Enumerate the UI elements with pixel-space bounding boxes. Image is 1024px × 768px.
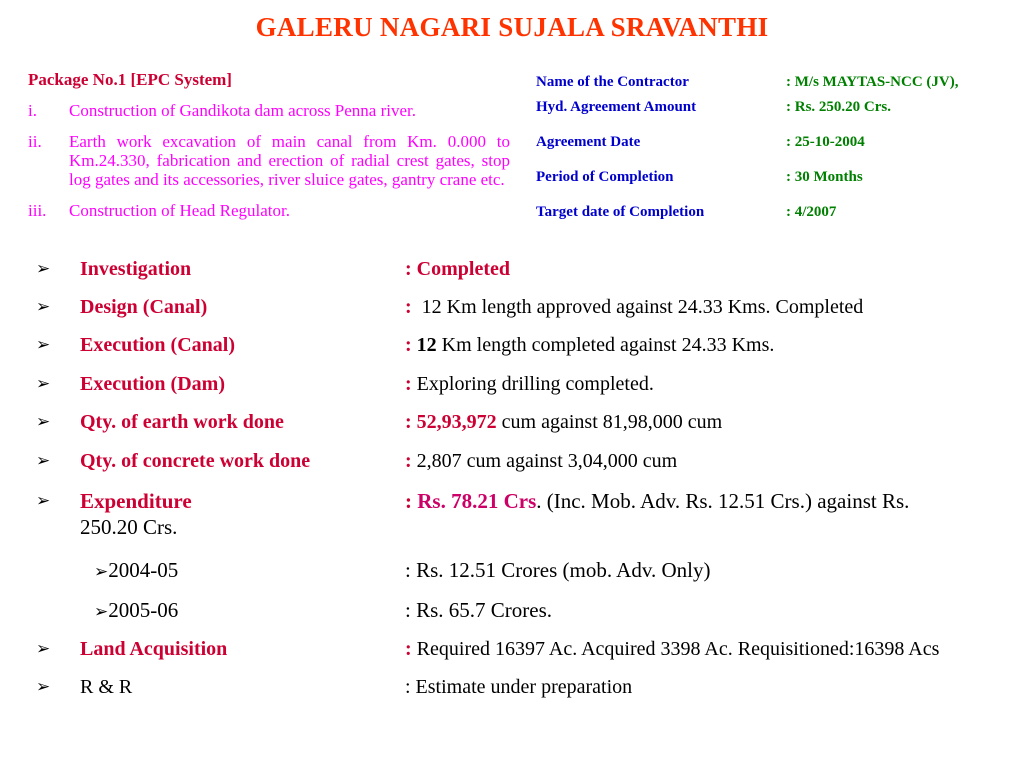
- scope-text: Earth work excavation of main canal from Km. 0.000 to Km.24.330, fabrication and erection of radial crest gates, stop log gates and its accessories, river sluice gates, gantry crane etc.: [69, 132, 510, 189]
- status-label: Execution (Dam): [80, 373, 225, 395]
- status-text: 2,807 cum against 3,04,000 cum: [416, 450, 678, 472]
- status-colon: :: [405, 638, 412, 660]
- status-value: [405, 410, 722, 434]
- scope-number: i.: [28, 101, 37, 120]
- status-label: R & R: [80, 676, 133, 698]
- scope-item: [28, 132, 510, 189]
- status-text-continued: 250.20 Crs.: [80, 515, 178, 539]
- page-title: GALERU NAGARI SUJALA SRAVANTHI: [255, 12, 769, 42]
- scope-text: Construction of Head Regulator.: [69, 201, 290, 220]
- sub-item-year: 2004-05: [108, 558, 179, 582]
- status-label: Investigation: [80, 258, 192, 280]
- arrow-bullet-icon: ➢: [36, 374, 51, 394]
- contract-label: Name of the Contractor: [536, 74, 689, 90]
- contract-label: Target date of Completion: [536, 204, 705, 220]
- contract-label: Agreement Date: [536, 134, 641, 150]
- status-text: 12 Km length approved against 24.33 Kms. Completed: [421, 296, 864, 318]
- status-text: . (Inc. Mob. Adv. Rs. 12.51 Crs.) against Rs.: [536, 489, 910, 513]
- contract-value: : Rs. 250.20 Crs.: [786, 99, 891, 115]
- status-colon: :: [405, 411, 412, 433]
- scope-text: Construction of Gandikota dam across Penna river.: [69, 101, 417, 120]
- arrow-bullet-icon: ➢: [36, 297, 51, 317]
- status-text: Exploring drilling completed.: [416, 373, 654, 395]
- contract-label: Hyd. Agreement Amount: [536, 99, 697, 115]
- contract-row: [536, 169, 863, 186]
- arrow-bullet-icon: ➢: [36, 412, 51, 432]
- status-value: : Estimate under preparation: [405, 676, 633, 698]
- sub-item-label: [94, 598, 178, 624]
- contract-value: : 25-10-2004: [786, 134, 865, 150]
- status-highlight: Rs. 78.21 Crs: [417, 489, 537, 513]
- status-value: [405, 489, 909, 513]
- status-value: [405, 333, 774, 357]
- scope-item: [28, 201, 510, 220]
- status-value: [405, 637, 939, 661]
- status-value: [405, 295, 863, 319]
- scope-number: ii.: [28, 132, 42, 151]
- contract-value: : M/s MAYTAS-NCC (JV),: [786, 74, 959, 90]
- arrow-bullet-icon: ➢: [36, 677, 51, 697]
- arrow-bullet-icon: ➢: [36, 335, 51, 355]
- status-colon: :: [405, 373, 412, 395]
- status-colon: :: [405, 450, 412, 472]
- status-text: Completed: [416, 258, 510, 280]
- scope-number: iii.: [28, 201, 47, 220]
- status-colon: :: [405, 334, 412, 356]
- arrow-bullet-icon: ➢: [36, 491, 51, 511]
- arrow-bullet-icon: ➢: [36, 451, 51, 471]
- status-label: Execution (Canal): [80, 334, 235, 356]
- status-label: Qty. of concrete work done: [80, 450, 311, 472]
- status-value: [405, 372, 654, 396]
- status-text: cum against 81,98,000 cum: [501, 411, 723, 433]
- status-value: : Rs. 65.7 Crores.: [405, 598, 552, 622]
- contract-row: [536, 74, 959, 91]
- status-highlight: 12: [416, 334, 437, 356]
- sub-item-label: [94, 558, 178, 584]
- status-text: Km length completed against 24.33 Kms.: [441, 334, 775, 356]
- status-highlight: 52,93,972: [416, 411, 497, 433]
- arrow-bullet-icon: ➢: [94, 602, 109, 622]
- contract-value: : 30 Months: [786, 169, 863, 185]
- contract-row: [536, 134, 865, 151]
- status-label: Qty. of earth work done: [80, 411, 284, 433]
- arrow-bullet-icon: ➢: [36, 639, 51, 659]
- status-label: Design (Canal): [80, 296, 208, 318]
- scope-list: [28, 101, 510, 232]
- status-text: Required 16397 Ac. Acquired 3398 Ac. Requisitioned:16398 Acs: [416, 638, 940, 660]
- status-colon: :: [405, 258, 412, 280]
- status-label: Expenditure: [80, 489, 192, 513]
- status-colon: :: [405, 489, 412, 513]
- status-colon: :: [405, 296, 412, 318]
- sub-item-year: 2005-06: [108, 598, 179, 622]
- contract-row: [536, 204, 836, 221]
- scope-item: [28, 101, 510, 120]
- package-heading: Package No.1 [EPC System]: [28, 70, 232, 89]
- arrow-bullet-icon: ➢: [94, 562, 109, 582]
- contract-row: [536, 99, 891, 116]
- contract-label: Period of Completion: [536, 169, 674, 185]
- status-value: [405, 257, 510, 281]
- status-value: : Rs. 12.51 Crores (mob. Adv. Only): [405, 558, 711, 582]
- status-label: Land Acquisition: [80, 638, 228, 660]
- status-value: [405, 449, 677, 473]
- contract-value: : 4/2007: [786, 204, 837, 220]
- arrow-bullet-icon: ➢: [36, 259, 51, 279]
